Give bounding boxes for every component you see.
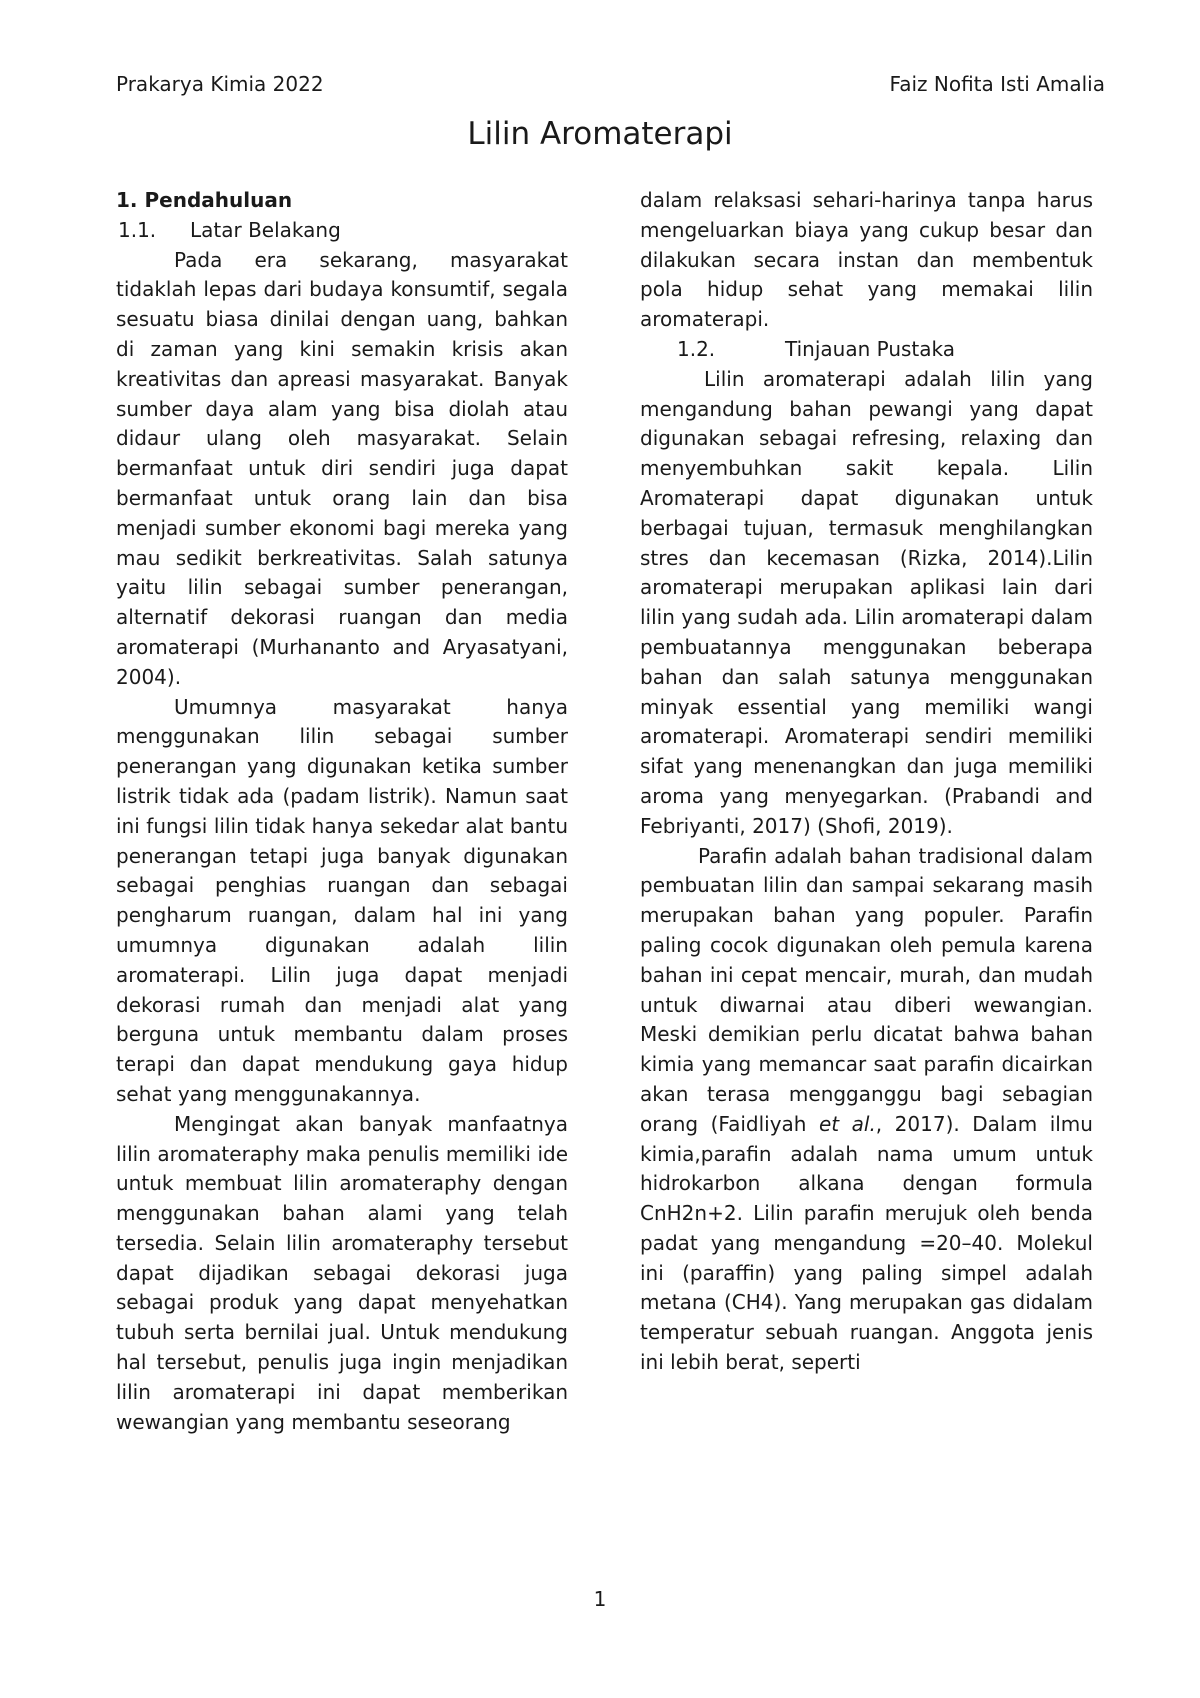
subsection-title: Tinjauan Pustaka — [785, 336, 955, 361]
paragraph-continuation: dalam relaksasi sehari-harinya tanpa harus mengeluarkan biaya yang cukup besar dan dilakukan secara instan dan membentuk pola hidup sehat yang memakai lilin aromaterapi. — [640, 188, 1093, 332]
paragraph — [640, 842, 1093, 1378]
subsection-number: 1.1. — [118, 217, 157, 242]
left-column — [116, 186, 568, 1437]
paragraph: Pada era sekarang, masyarakat tidaklah lepas dari budaya konsumtif, segala sesuatu biasa dinilai dengan uang, bahkan di zaman yang kini semakin krisis akan kreativitas dan apreasi masyarakat. Banyak sumber daya alam yang bisa diolah atau didaur ulang oleh masyarakat. Selain bermanfaat untuk diri sendiri juga dapat bermanfaat untuk orang lain dan bisa menjadi sumber ekonomi bagi mereka yang mau sedikit berkreativitas. Salah satunya yaitu lilin sebagai sumber penerangan, alternatif dekorasi ruangan dan media aromaterapi (Murhananto and Aryasatyani, 2004). — [116, 247, 568, 689]
paragraph: Mengingat akan banyak manfaatnya lilin aromateraphy maka penulis memiliki ide untuk membuat lilin aromateraphy dengan menggunakan bahan alami yang telah tersedia. Selain lilin aromateraphy tersebut dapat dijadikan sebagai dekorasi juga sebagai produk yang dapat menyehatkan tubuh serta bernilai jual. Untuk mendukung hal tersebut, penulis juga ingin menjadikan lilin aromaterapi ini dapat memberikan wewangian yang membantu seseorang — [116, 1111, 568, 1434]
subsection-number: 1.2. — [677, 336, 716, 361]
paragraph-text: , 2017). Dalam ilmu kimia,parafin adalah nama umum untuk hidrokarbon alkana dengan formula CnH2n+2. Lilin parafin merujuk oleh benda padat yang mengandung =20–40. Molekul ini (paraffin) yang paling simpel adalah metana (CH4). Yang merupakan gas didalam temperatur sebuah ruangan. Anggota jenis ini lebih berat, seperti — [640, 1111, 1093, 1375]
subsection-title: Latar Belakang — [190, 217, 341, 242]
header-course: Prakarya Kimia 2022 — [116, 72, 324, 96]
section-heading: 1. Pendahuluan — [116, 188, 293, 212]
citation-etal: et al. — [818, 1111, 876, 1136]
subsection-heading-review — [640, 335, 1093, 365]
paragraph: Lilin aromaterapi adalah lilin yang mengandung bahan pewangi yang dapat digunakan sebagai refresing, relaxing dan menyembuhkan sakit kepala. Lilin Aromaterapi dapat digunakan untuk berbagai tujuan, termasuk menghilangkan stres dan kecemasan (Rizka, 2014).Lilin aromaterapi merupakan aplikasi lain dari lilin yang sudah ada. Lilin aromaterapi dalam pembuatannya menggunakan beberapa bahan dan salah satunya menggunakan minyak essential yang memiliki wangi aromaterapi. Aromaterapi sendiri memiliki sifat yang menenangkan dan juga memiliki aroma yang menyegarkan. (Prabandi and Febriyanti, 2017) (Shofi, 2019). — [640, 366, 1093, 838]
paragraph-text: Parafin adalah bahan tradisional dalam pembuatan lilin dan sampai sekarang masih merupakan bahan yang populer. Parafin paling cocok digunakan oleh pemula karena bahan ini cepat mencair, murah, dan mudah untuk diwarnai atau diberi wewangian. Meski demikian perlu dicatat bahwa bahan kimia yang memancar saat parafin dicairkan akan terasa mengganggu bagi sebagian orang (Faidliyah — [640, 843, 1093, 1136]
right-column — [640, 186, 1093, 1378]
subsection-heading-background — [116, 216, 568, 246]
header-author: Faiz Nofita Isti Amalia — [889, 72, 1105, 96]
paragraph: Umumnya masyarakat hanya menggunakan lilin sebagai sumber penerangan yang digunakan ketika sumber listrik tidak ada (padam listrik). Namun saat ini fungsi lilin tidak hanya sekedar alat bantu penerangan tetapi juga banyak digunakan sebagai penghias ruangan dan sebagai pengharum ruangan, dalam hal ini yang umumnya digunakan adalah lilin aromaterapi. Lilin juga dapat menjadi dekorasi rumah dan menjadi alat yang berguna untuk membantu dalam proses terapi dan dapat mendukung gaya hidup sehat yang menggunakannya. — [116, 694, 568, 1106]
page-number: 1 — [593, 1587, 607, 1611]
document-title: Lilin Aromaterapi — [467, 116, 733, 152]
